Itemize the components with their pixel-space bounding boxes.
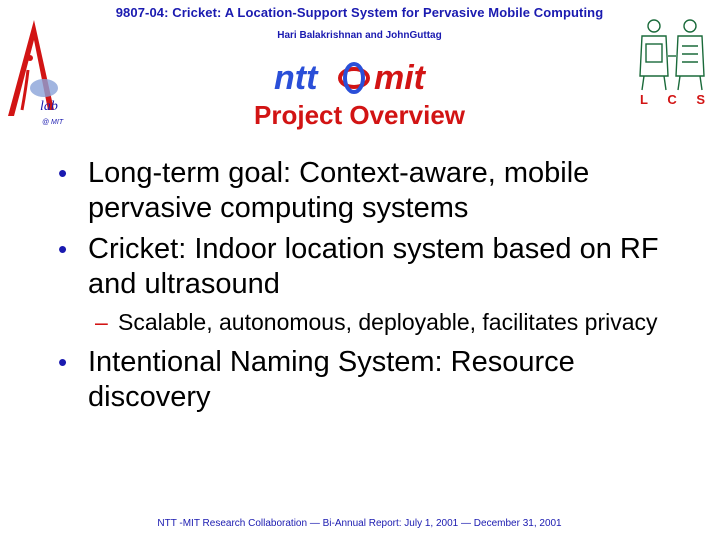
authors: Hari Balakrishnan and JohnGuttag bbox=[277, 30, 442, 41]
bullet-list bbox=[58, 156, 698, 421]
footer: NTT -MIT Research Collaboration — Bi-Annual Report: July 1, 2001 — December 31, 2001 bbox=[157, 518, 562, 529]
ntt-mit-logo bbox=[272, 56, 452, 96]
bullet-dot-icon: • bbox=[58, 234, 68, 264]
lcs-logo-text: L C S bbox=[640, 92, 713, 107]
ntt-logo-text: ntt bbox=[274, 59, 318, 96]
lcs-logo bbox=[628, 16, 716, 108]
dash-icon: – bbox=[95, 309, 108, 335]
bullet-dot-icon: • bbox=[58, 347, 68, 377]
ilab-logo-text: lab bbox=[40, 99, 58, 114]
bullet-item bbox=[58, 345, 698, 415]
mit-logo-text: mit bbox=[374, 59, 425, 96]
bullet-dot-icon: • bbox=[58, 158, 68, 188]
bullet-text: Long-term goal: Context-aware, mobile pervasive computing systems bbox=[88, 157, 590, 224]
ilab-logo-subtext: @ MIT bbox=[42, 119, 64, 126]
slide-title: Project Overview bbox=[254, 100, 465, 130]
bullet-item bbox=[58, 232, 698, 302]
bullet-item bbox=[58, 156, 698, 226]
bullet-text: Intentional Naming System: Resource discovery bbox=[88, 346, 575, 413]
bullet-text: Cricket: Indoor location system based on RF and ultrasound bbox=[88, 233, 659, 300]
sub-bullet-text: Scalable, autonomous, deployable, facilitates privacy bbox=[118, 309, 658, 335]
sub-bullet-item bbox=[58, 308, 698, 337]
header-title: 9807-04: Cricket: A Location-Support System for Pervasive Mobile Computing bbox=[115, 5, 604, 20]
